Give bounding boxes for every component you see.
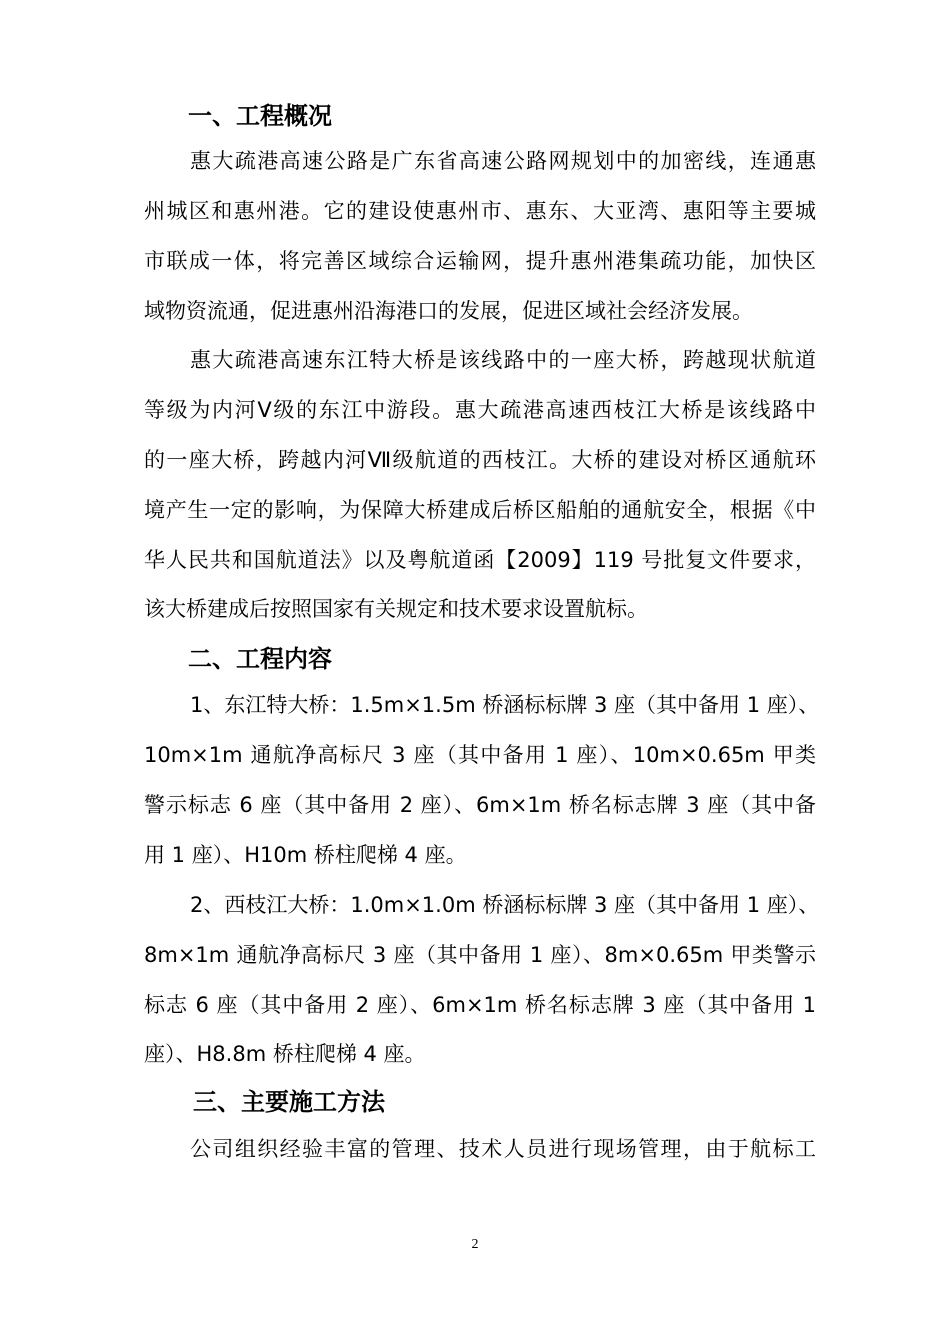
paragraph-line: 座）、H8.8m 桥柱爬梯 4 座。 bbox=[144, 1042, 426, 1066]
section-heading-2: 二、工程内容 bbox=[188, 645, 332, 673]
paragraph-line: 8m×1m 通航净高标尺 3 座（其中备用 1 座）、8m×0.65m 甲类警示 bbox=[144, 943, 816, 967]
paragraph-line: 的一座大桥，跨越内河Ⅶ级航道的西枝江。大桥的建设对桥区通航环 bbox=[144, 448, 816, 472]
paragraph-line: 该大桥建成后按照国家有关规定和技术要求设置航标。 bbox=[144, 597, 648, 621]
paragraph-line: 警示标志 6 座（其中备用 2 座）、6m×1m 桥名标志牌 3 座（其中备 bbox=[144, 793, 816, 817]
paragraph-line: 10m×1m 通航净高标尺 3 座（其中备用 1 座）、10m×0.65m 甲类 bbox=[144, 743, 816, 767]
paragraph-line: 惠大疏港高速东江特大桥是该线路中的一座大桥，跨越现状航道 bbox=[190, 348, 816, 372]
paragraph-line: 境产生一定的影响，为保障大桥建成后桥区船舶的通航安全，根据《中 bbox=[144, 498, 816, 522]
paragraph-line: 域物资流通，促进惠州沿海港口的发展，促进区域社会经济发展。 bbox=[144, 299, 753, 323]
section-heading-1: 一、工程概况 bbox=[188, 102, 332, 130]
paragraph-line: 华人民共和国航道法》以及粤航道函【2009】119 号批复文件要求， bbox=[144, 548, 816, 572]
paragraph-line: 标志 6 座（其中备用 2 座）、6m×1m 桥名标志牌 3 座（其中备用 1 bbox=[144, 993, 816, 1017]
paragraph-line: 1、东江特大桥：1.5m×1.5m 桥涵标标牌 3 座（其中备用 1 座）、 bbox=[190, 693, 820, 717]
paragraph-line: 市联成一体，将完善区域综合运输网，提升惠州港集疏功能，加快区 bbox=[144, 249, 816, 273]
paragraph-line: 惠大疏港高速公路是广东省高速公路网规划中的加密线，连通惠 bbox=[190, 149, 816, 173]
section-heading-3: 三、主要施工方法 bbox=[193, 1088, 385, 1116]
paragraph-line: 公司组织经验丰富的管理、技术人员进行现场管理，由于航标工 bbox=[190, 1137, 816, 1161]
paragraph-line: 等级为内河Ⅴ级的东江中游段。惠大疏港高速西枝江大桥是该线路中 bbox=[144, 398, 816, 422]
paragraph-line: 用 1 座）、H10m 桥柱爬梯 4 座。 bbox=[144, 843, 467, 867]
paragraph-line: 州城区和惠州港。它的建设使惠州市、惠东、大亚湾、惠阳等主要城 bbox=[144, 199, 816, 223]
paragraph-line: 2、西枝江大桥：1.0m×1.0m 桥涵标标牌 3 座（其中备用 1 座）、 bbox=[190, 893, 820, 917]
page-number: 2 bbox=[471, 1237, 479, 1252]
